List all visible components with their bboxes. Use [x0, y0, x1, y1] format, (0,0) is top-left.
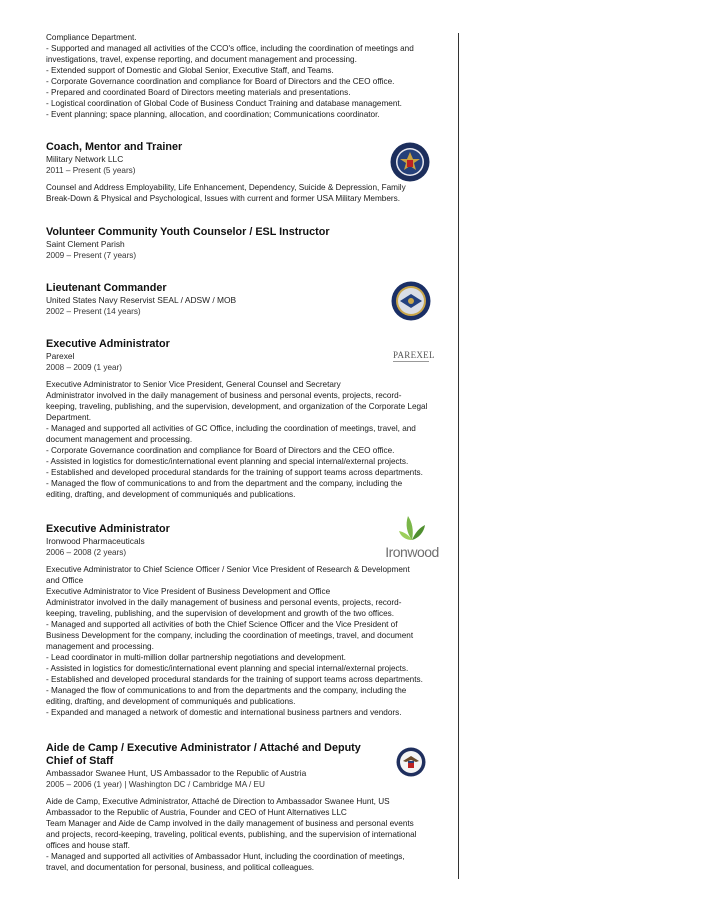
military-network-seal-icon [390, 142, 430, 182]
job-title: Executive Administrator [46, 523, 170, 535]
parexel-logo-underline [393, 361, 429, 362]
job-organization: Saint Clement Parish [46, 239, 125, 249]
column-divider [458, 33, 459, 879]
intro-line: - Supported and managed all activities of the CCO's office, including the coordination of meetings and [46, 44, 414, 53]
job-description [46, 182, 448, 204]
desc-line: Executive Administrator to Senior Vice President, General Counsel and Secretary [46, 380, 341, 389]
desc-line: - Managed and supported all activities of Ambassador Hunt, including the coordination of meetings, [46, 852, 405, 861]
desc-line: - Managed and supported all activities of GC Office, including the coordination of meetings, travel, and [46, 424, 416, 433]
desc-line: travel, and documentation for personal, business, and political colleagues. [46, 863, 315, 872]
parexel-logo-text: PAREXEL [393, 350, 435, 360]
desc-line: Aide de Camp, Executive Administrator, Attaché de Direction to Ambassador Swanee Hunt, US [46, 797, 390, 806]
job-organization: Ironwood Pharmaceuticals [46, 536, 145, 546]
job-dates: 2008 – 2009 (1 year) [46, 363, 123, 372]
us-state-department-seal-icon [396, 747, 426, 777]
us-navy-seal-icon [391, 281, 431, 321]
intro-line: - Logistical coordination of Global Code of Business Conduct Training and database management. [46, 99, 402, 108]
desc-line: editing, drafting, and development of communiqués and publications. [46, 697, 296, 706]
job-title: Aide de Camp / Executive Administrator / Attaché and Deputy [46, 742, 361, 754]
desc-line: editing, drafting, and development of communiqués and publications. [46, 490, 296, 499]
job-entry [46, 282, 448, 317]
job-dates: 2002 – Present (14 years) [46, 307, 141, 316]
job-dates: 2009 – Present (7 years) [46, 251, 137, 260]
job-dates: 2006 – 2008 (2 years) [46, 548, 127, 557]
desc-line: - Expanded and managed a network of domestic and international business partners and vendors. [46, 708, 402, 717]
job-dates: 2011 – Present (5 years) [46, 166, 136, 175]
desc-line: Executive Administrator to Vice President of Business Development and Office [46, 587, 331, 596]
desc-line: Counsel and Address Employability, Life Enhancement, Dependency, Suicide & Depression, Family [46, 183, 406, 192]
desc-line: Break-Down & Physical and Psychological, Issues with current and former USA Military Members. [46, 194, 401, 203]
desc-line: - Established and developed procedural standards for the training of support teams across departments. [46, 468, 423, 477]
job-title-continued: Chief of Staff [46, 755, 114, 767]
job-description [46, 379, 448, 500]
intro-block [46, 32, 414, 120]
intro-line: - Extended support of Domestic and Global Senior, Executive Staff, and Teams. [46, 66, 334, 75]
job-description [46, 564, 448, 718]
job-entry [46, 523, 448, 718]
job-organization: United States Navy Reservist SEAL / ADSW / MOB [46, 295, 237, 305]
job-dates: 2005 – 2006 (1 year) | Washington DC / Cambridge MA / EU [46, 780, 265, 789]
desc-line: - Established and developed procedural standards for the training of support teams across departments. [46, 675, 423, 684]
desc-line: - Assisted in logistics for domestic/international event planning and special internal/external projects. [46, 664, 409, 673]
job-organization: Military Network LLC [46, 154, 124, 164]
intro-line: - Corporate Governance coordination and compliance for Board of Directors and the CEO office. [46, 77, 395, 86]
desc-line: - Assisted in logistics for domestic/international event planning and special internal/external projects. [46, 457, 409, 466]
intro-line: Compliance Department. [46, 33, 137, 42]
ironwood-logo [381, 513, 443, 559]
desc-line: Administrator involved in the daily management of business and personal events, projects, record- [46, 598, 402, 607]
desc-line: keeping, traveling, publishing, and the supervision, development, and organization of the Corporate Legal [46, 402, 428, 411]
desc-line: - Managed the flow of communications to and from the departments and the company, including the [46, 686, 407, 695]
desc-line: - Managed the flow of communications to and from the department and the company, including the [46, 479, 403, 488]
intro-line: - Prepared and coordinated Board of Directors meeting materials and presentations. [46, 88, 351, 97]
desc-line: Team Manager and Aide de Camp involved in the daily management of business and personal events [46, 819, 414, 828]
desc-line: Executive Administrator to Chief Science Officer / Senior Vice President of Research & Development [46, 565, 410, 574]
desc-line: Business Development for the company, including the coordination of meetings, travel, and document [46, 631, 414, 640]
job-entry [46, 338, 448, 500]
desc-line: Department. [46, 413, 92, 422]
job-title: Volunteer Community Youth Counselor / ESL Instructor [46, 226, 330, 238]
intro-line: investigations, travel, expense reporting, and document management and processing. [46, 55, 357, 64]
desc-line: and projects, record-keeping, traveling, political events, publishing, and the supervision of international [46, 830, 417, 839]
desc-line: management and processing. [46, 642, 154, 651]
job-organization: Ambassador Swanee Hunt, US Ambassador to the Republic of Austria [46, 768, 307, 778]
desc-line: keeping, traveling, publishing, and the supervision of development and growth of the two offices. [46, 609, 395, 618]
job-entry [46, 226, 448, 261]
parexel-logo [393, 350, 435, 362]
desc-line: document management and processing. [46, 435, 193, 444]
desc-line: offices and house staff. [46, 841, 130, 850]
desc-line: - Lead coordinator in multi-million dollar partnership negotiations and development. [46, 653, 346, 662]
job-title: Lieutenant Commander [46, 282, 167, 294]
desc-line: and Office [46, 576, 84, 585]
job-entry [46, 742, 448, 873]
job-title: Executive Administrator [46, 338, 170, 350]
desc-line: - Managed and supported all activities of both the Chief Science Officer and the Vice President of [46, 620, 398, 629]
job-entry [46, 141, 448, 204]
intro-line: - Event planning; space planning, allocation, and coordination; Communications coordinator. [46, 110, 380, 119]
desc-line: Ambassador to the Republic of Austria, Founder and CEO of Hunt Alternatives LLC [46, 808, 347, 817]
desc-line: - Corporate Governance coordination and compliance for Board of Directors and the CEO office. [46, 446, 395, 455]
job-organization: Parexel [46, 351, 75, 361]
ironwood-leaf-icon [397, 513, 427, 541]
job-description [46, 796, 448, 873]
job-title: Coach, Mentor and Trainer [46, 141, 183, 153]
desc-line: Administrator involved in the daily management of business and personal events, projects, record- [46, 391, 402, 400]
ironwood-logo-text: Ironwood [385, 544, 439, 560]
